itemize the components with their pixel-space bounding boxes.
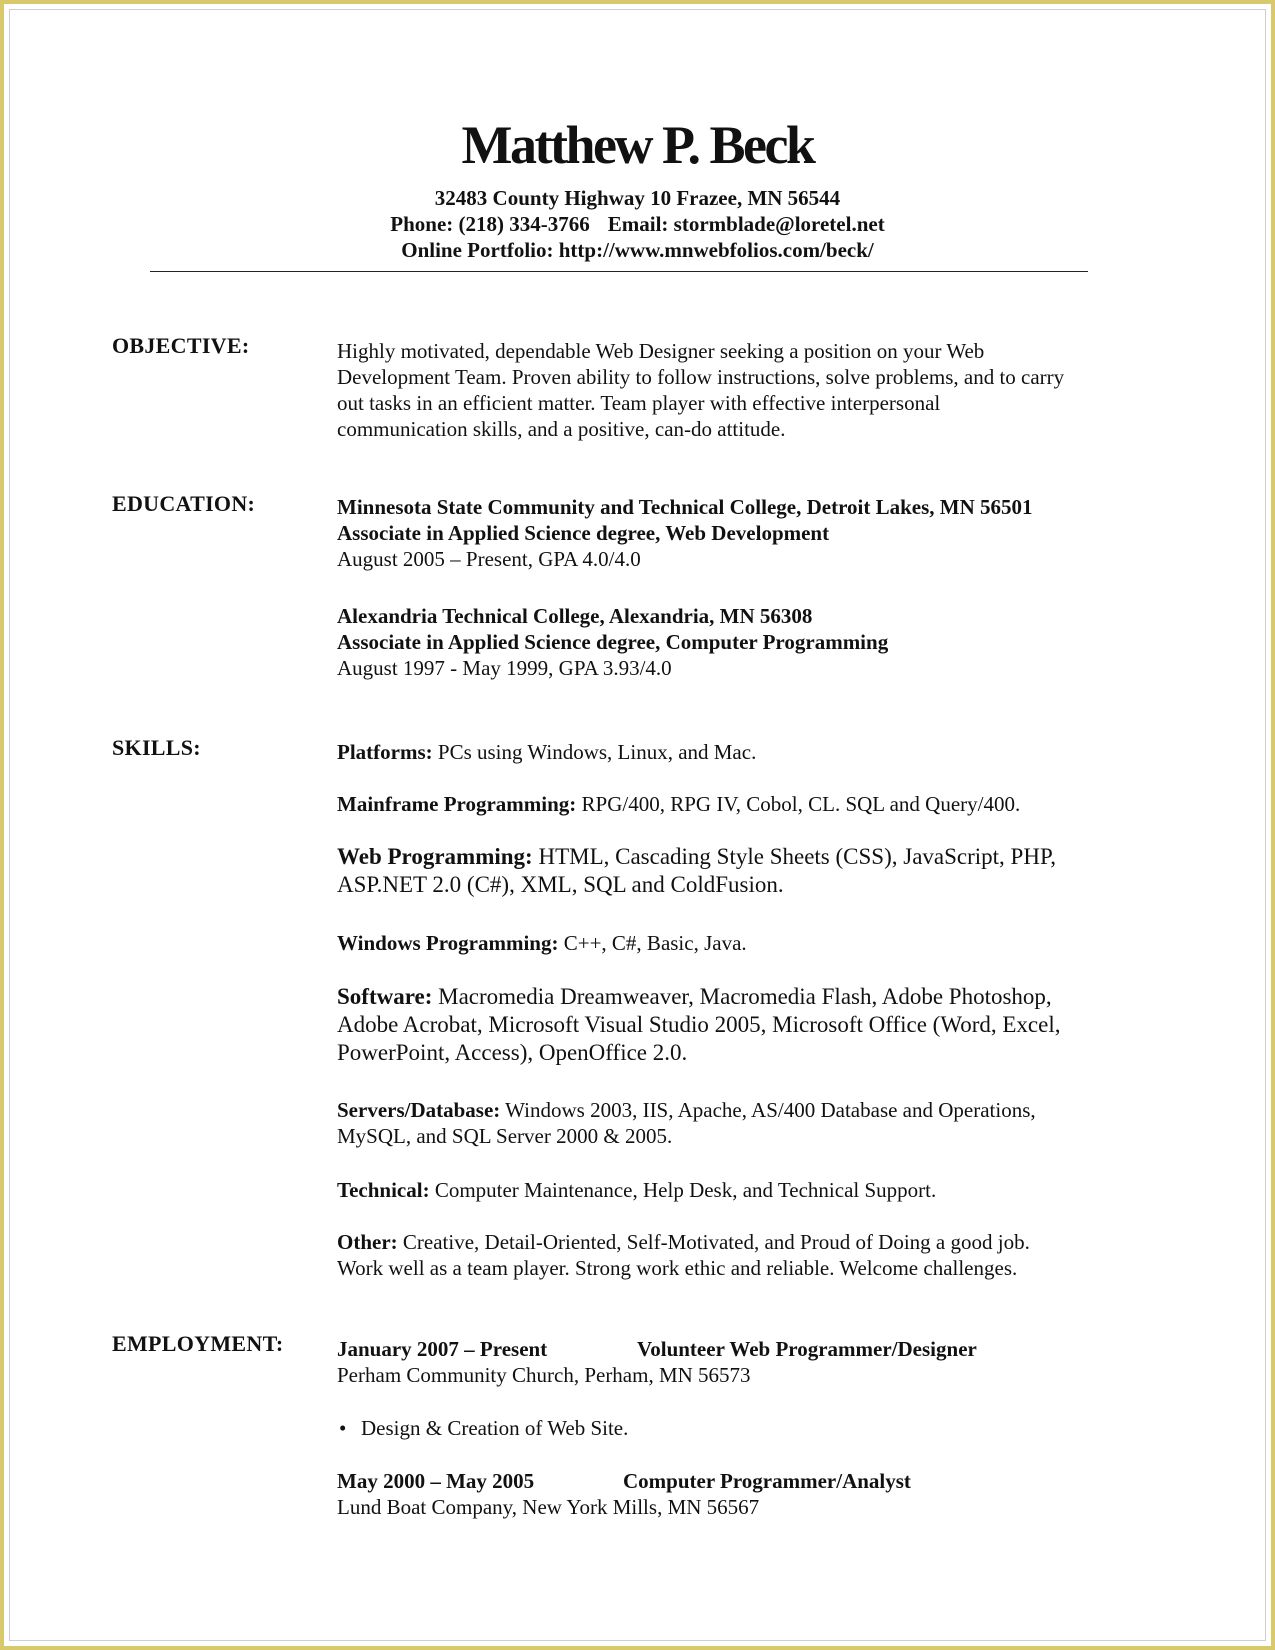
skill-technical <box>337 1177 1147 1203</box>
education-label: EDUCATION: <box>112 491 256 516</box>
objective-label: OBJECTIVE: <box>112 333 250 358</box>
objective-line: communication skills, and a positive, can-do attitude. <box>337 417 786 441</box>
bullet-dot-icon: • <box>339 1416 347 1440</box>
skill-value: HTML, Cascading Style Sheets (CSS), JavaScript, PHP, <box>532 844 1056 869</box>
education-entry-2 <box>337 603 1147 681</box>
job-bullet <box>337 1415 1149 1441</box>
skill-value: Creative, Detail-Oriented, Self-Motivated, and Proud of Doing a good job. <box>397 1230 1030 1254</box>
skill-web-programming <box>337 843 1147 899</box>
skill-key: Mainframe Programming: <box>337 792 577 816</box>
skill-value: Macromedia Dreamweaver, Macromedia Flash, Adobe Photoshop, <box>432 984 1052 1009</box>
education-dates: August 1997 - May 1999, GPA 3.93/4.0 <box>337 656 672 680</box>
contact-block <box>0 185 1275 263</box>
education-entry-1 <box>337 494 1147 572</box>
employment-label: EMPLOYMENT: <box>112 1331 284 1356</box>
phone-text: Phone: (218) 334-3766 <box>390 212 590 236</box>
objective-line: out tasks in an efficient matter. Team player with effective interpersonal <box>337 391 941 415</box>
skill-value: C++, C#, Basic, Java. <box>558 931 747 955</box>
skill-servers-database <box>337 1097 1147 1149</box>
skill-value: MySQL, and SQL Server 2000 & 2005. <box>337 1124 673 1148</box>
skill-value: RPG/400, RPG IV, Cobol, CL. SQL and Query/400. <box>576 792 1021 816</box>
resume-name: Matthew P. Beck <box>461 115 814 175</box>
job-title: Volunteer Web Programmer/Designer <box>637 1337 977 1361</box>
objective-text <box>337 338 1147 442</box>
skill-key: Technical: <box>337 1178 430 1202</box>
objective-line: Highly motivated, dependable Web Designer seeking a position on your Web <box>337 339 985 363</box>
school-name: Minnesota State Community and Technical College, Detroit Lakes, MN 56501 <box>337 495 1033 519</box>
education-dates: August 2005 – Present, GPA 4.0/4.0 <box>337 547 641 571</box>
degree-name: Associate in Applied Science degree, Web Development <box>337 521 830 545</box>
skill-mainframe <box>337 791 1147 817</box>
skill-key: Other: <box>337 1230 398 1254</box>
skills-label: SKILLS: <box>112 735 201 760</box>
email-text: Email: stormblade@loretel.net <box>607 212 885 236</box>
portfolio-line: Online Portfolio: http://www.mnwebfolios.com/beck/ <box>401 238 874 262</box>
skill-platforms <box>337 739 1147 765</box>
address-line: 32483 County Highway 10 Frazee, MN 56544 <box>434 186 841 210</box>
job-title: Computer Programmer/Analyst <box>623 1469 911 1493</box>
skill-key: Windows Programming: <box>337 931 559 955</box>
skill-software <box>337 983 1147 1067</box>
skill-value: Work well as a team player. Strong work ethic and reliable. Welcome challenges. <box>337 1256 1018 1280</box>
school-name: Alexandria Technical College, Alexandria, MN 56308 <box>337 604 813 628</box>
skill-other <box>337 1229 1147 1281</box>
skill-value: Computer Maintenance, Help Desk, and Technical Support. <box>429 1178 937 1202</box>
skill-key: Software: <box>337 984 433 1009</box>
skill-key: Platforms: <box>337 740 433 764</box>
objective-line: Development Team. Proven ability to follow instructions, solve problems, and to carry <box>337 365 1065 389</box>
skill-key: Servers/Database: <box>337 1098 501 1122</box>
phone-email-line <box>0 211 1275 237</box>
job-employer: Perham Community Church, Perham, MN 56573 <box>337 1363 751 1387</box>
job-employer: Lund Boat Company, New York Mills, MN 56567 <box>337 1495 760 1519</box>
degree-name: Associate in Applied Science degree, Computer Programming <box>337 630 889 654</box>
bullet-text: Design & Creation of Web Site. <box>361 1416 629 1440</box>
skill-key: Web Programming: <box>337 844 533 869</box>
skill-value: PowerPoint, Access), OpenOffice 2.0. <box>337 1040 688 1065</box>
job-dates: January 2007 – Present <box>337 1337 548 1361</box>
skill-value: Adobe Acrobat, Microsoft Visual Studio 2005, Microsoft Office (Word, Excel, <box>337 1012 1061 1037</box>
job-entry-2 <box>337 1468 1147 1520</box>
header-divider <box>150 271 1088 272</box>
skill-value: ASP.NET 2.0 (C#), XML, SQL and ColdFusion. <box>337 872 784 897</box>
job-dates: May 2000 – May 2005 <box>337 1469 535 1493</box>
skill-windows-programming <box>337 930 1147 956</box>
skill-value: PCs using Windows, Linux, and Mac. <box>432 740 757 764</box>
skill-value: Windows 2003, IIS, Apache, AS/400 Database and Operations, <box>500 1098 1036 1122</box>
job-entry-1 <box>337 1336 1147 1388</box>
